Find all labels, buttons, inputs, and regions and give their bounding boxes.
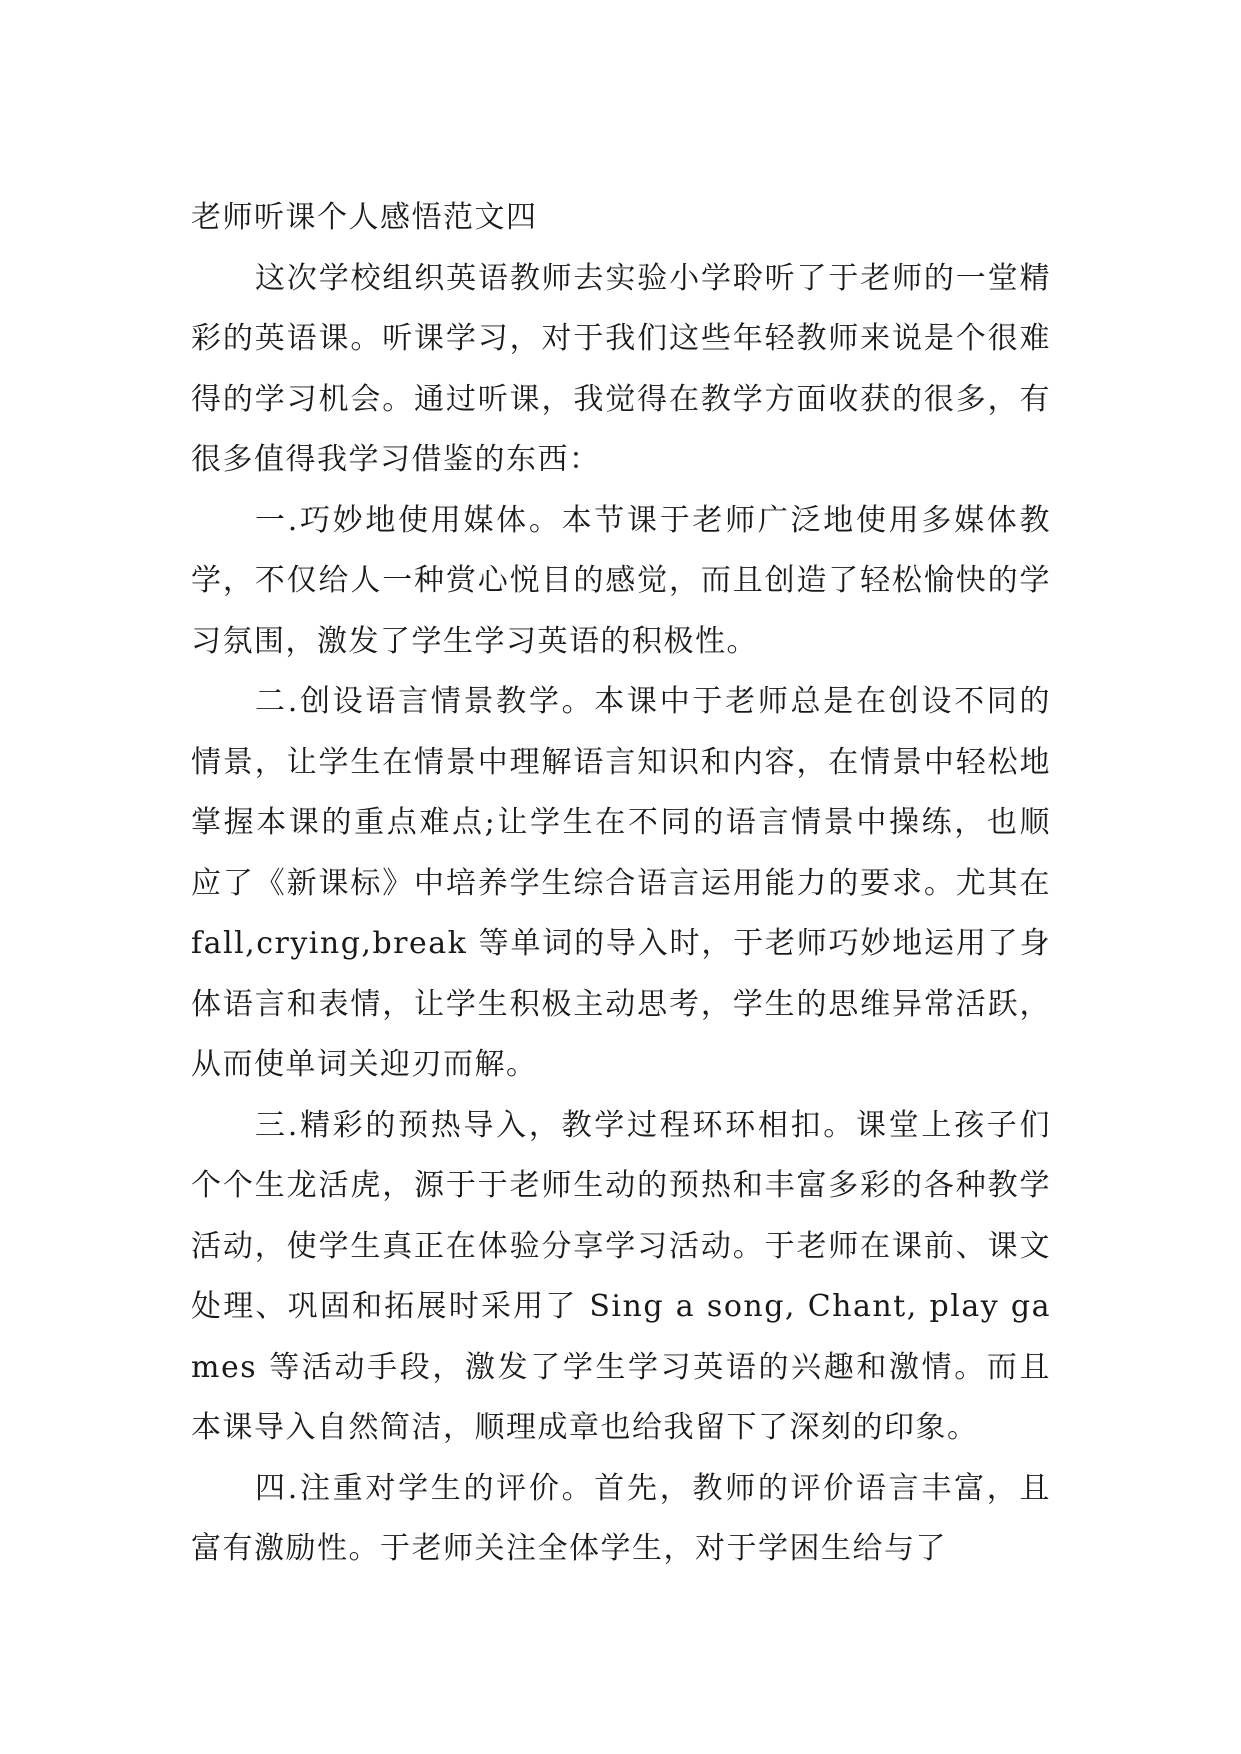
document-title: 老师听课个人感悟范文四 [191,200,538,235]
paragraph-point-4: 四.注重对学生的评价。首先，教师的评价语言丰富，且富有激励性。于老师关注全体学生，对于学困生给与了 [191,1470,1051,1566]
document-page [191,188,1051,1580]
paragraph-point-2: 二.创设语言情景教学。本课中于老师总是在创设不同的情景，让学生在情景中理解语言知识和内容，在情景中轻松地掌握本课的重点难点;让学生在不同的语言情景中操练，也顺应了《新课标》中培养学生综合语言运用能力的要求。尤其在 fall,crying,break 等单词的导入时，于老师巧妙地运用了身体语言和表情，让学生积极主动思考，学生的思维异常活跃，从而使单词关迎刃而解。 [191,684,1051,1082]
paragraph-intro: 这次学校组织英语教师去实验小学聆听了于老师的一堂精彩的英语课。听课学习，对于我们这些年轻教师来说是个很难得的学习机会。通过听课，我觉得在教学方面收获的很多，有很多值得我学习借鉴的东西： [191,260,1051,477]
paragraph-point-1: 一.巧妙地使用媒体。本节课于老师广泛地使用多媒体教学，不仅给人一种赏心悦目的感觉，而且创造了轻松愉快的学习氛围，激发了学生学习英语的积极性。 [191,502,1051,659]
paragraph-point-3: 三.精彩的预热导入，教学过程环环相扣。课堂上孩子们个个生龙活虎，源于于老师生动的预热和丰富多彩的各种教学活动，使学生真正在体验分享学习活动。于老师在课前、课文处理、巩固和拓展时采用了 Sing a song, Chant, play games 等活动手段，激发了学生学习英语的兴趣和激情。而且本课导入自然简洁，顺理成章也给我留下了深刻的印象。 [191,1107,1051,1445]
